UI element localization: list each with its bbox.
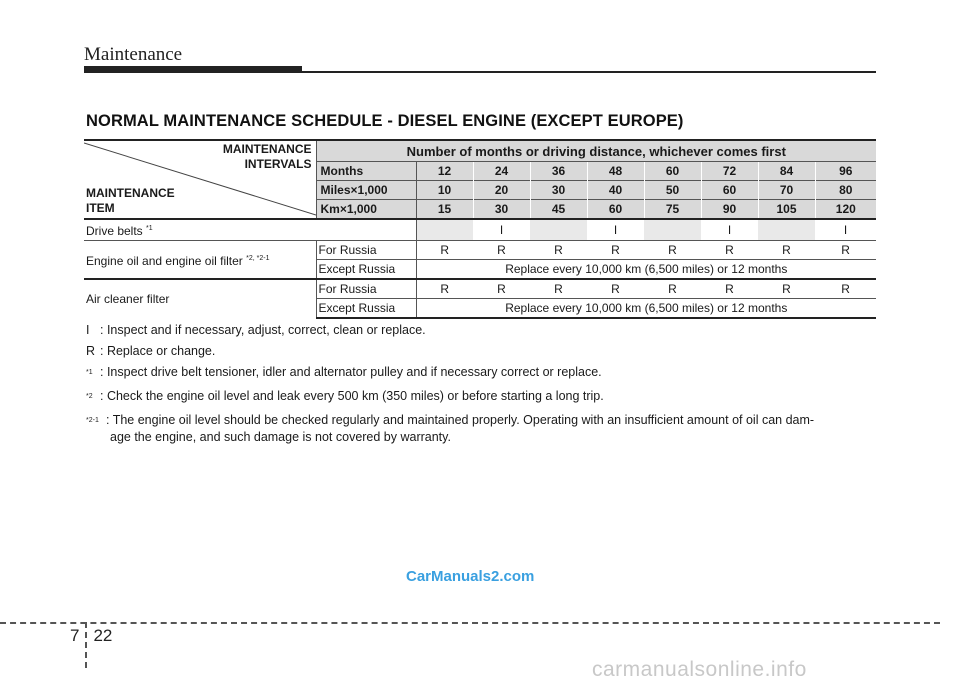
air-cleaner-russia-row (84, 279, 876, 299)
engine-oil-note: *2, *2-1 (246, 254, 270, 262)
engine-oil-russia-cell: R (587, 241, 644, 260)
item-label-line1: MAINTENANCE (86, 186, 175, 200)
miles-value: 60 (701, 181, 758, 200)
air-cleaner-russia-cell: R (416, 279, 473, 299)
site-watermark: carmanualsonline.info (592, 658, 807, 681)
air-cleaner-russia-cell: R (815, 279, 876, 299)
legend (86, 320, 886, 446)
months-value: 60 (644, 162, 701, 181)
legend-text-line2: age the engine, and such damage is not covered by warranty. (110, 430, 451, 444)
engine-oil-text: Engine oil and engine oil filter (86, 253, 247, 268)
section-title-bar (84, 66, 302, 73)
footer-divider (0, 622, 940, 624)
months-value: 36 (530, 162, 587, 181)
drive-belts-cell (644, 219, 701, 241)
drive-belts-note: *1 (146, 225, 153, 232)
engine-oil-russia-cell: R (473, 241, 530, 260)
drive-belts-cell: I (701, 219, 758, 241)
engine-oil-russia-row (84, 241, 876, 260)
air-cleaner-except-text: Replace every 10,000 km (6,500 miles) or 12 months (416, 299, 876, 319)
months-value: 72 (701, 162, 758, 181)
schedule-title: NORMAL MAINTENANCE SCHEDULE - DIESEL ENGINE (EXCEPT EUROPE) (86, 112, 684, 130)
months-value: 48 (587, 162, 644, 181)
legend-text: : Inspect and if necessary, adjust, correct, clean or replace. (100, 323, 426, 337)
legend-mark-sup: *2 (86, 393, 93, 400)
months-value: 96 (815, 162, 876, 181)
km-value: 30 (473, 200, 530, 220)
miles-value: 80 (815, 181, 876, 200)
engine-oil-except-text: Replace every 10,000 km (6,500 miles) or 12 months (416, 260, 876, 280)
legend-item (86, 341, 886, 362)
drive-belts-cell (416, 219, 473, 241)
months-value: 84 (758, 162, 815, 181)
drive-belts-text: Drive belts (86, 224, 147, 238)
drive-belts-cell: I (815, 219, 876, 241)
engine-oil-label (84, 241, 316, 280)
chapter-number: 7 (70, 626, 80, 645)
legend-mark: I (86, 323, 90, 337)
km-value: 120 (815, 200, 876, 220)
months-unit: Months (316, 162, 416, 181)
legend-mark: R (86, 344, 96, 358)
miles-unit: Miles×1,000 (316, 181, 416, 200)
air-cleaner-russia-cell: R (701, 279, 758, 299)
item-label (86, 186, 175, 216)
km-unit: Km×1,000 (316, 200, 416, 220)
intervals-label-line1: MAINTENANCE (222, 142, 312, 156)
drive-belts-cell: I (473, 219, 530, 241)
legend-text (106, 410, 886, 446)
drive-belts-cell: I (587, 219, 644, 241)
legend-text-line1: : The engine oil level should be checked regularly and maintained properly. Operating with an insufficient amount of oil can dam- (106, 413, 815, 427)
intervals-label-line2: INTERVALS (244, 157, 312, 171)
page-number-separator (85, 622, 87, 668)
legend-item (86, 362, 886, 386)
air-cleaner-label: Air cleaner filter (84, 279, 316, 318)
drive-belts-cell (530, 219, 587, 241)
air-cleaner-russia-cell: R (758, 279, 815, 299)
km-value: 75 (644, 200, 701, 220)
legend-mark (86, 386, 100, 410)
miles-value: 40 (587, 181, 644, 200)
miles-value: 10 (416, 181, 473, 200)
legend-mark-sup: *2-1 (86, 417, 99, 424)
legend-mark (86, 410, 106, 446)
engine-oil-russia-cell: R (815, 241, 876, 260)
interval-header: Number of months or driving distance, whichever comes first (316, 140, 876, 162)
miles-value: 20 (473, 181, 530, 200)
months-value: 12 (416, 162, 473, 181)
table-corner-cell (84, 140, 316, 219)
drive-belts-cell (758, 219, 815, 241)
legend-item (86, 410, 886, 446)
legend-item (86, 386, 886, 410)
page-number-value: 22 (93, 626, 113, 645)
watermark-link[interactable]: CarManuals2.com (406, 568, 535, 585)
km-value: 105 (758, 200, 815, 220)
miles-value: 30 (530, 181, 587, 200)
km-value: 15 (416, 200, 473, 220)
air-cleaner-russia-cell: R (587, 279, 644, 299)
air-cleaner-except-label: Except Russia (316, 299, 416, 319)
air-cleaner-russia-cell: R (530, 279, 587, 299)
air-cleaner-russia-label: For Russia (316, 279, 416, 299)
engine-oil-russia-label: For Russia (316, 241, 416, 260)
legend-text: : Check the engine oil level and leak every 500 km (350 miles) or before starting a long trip. (100, 389, 604, 403)
item-label-line2: ITEM (86, 201, 115, 215)
engine-oil-russia-cell: R (530, 241, 587, 260)
legend-mark (86, 362, 100, 386)
engine-oil-russia-cell: R (758, 241, 815, 260)
engine-oil-russia-cell: R (416, 241, 473, 260)
page-number (70, 626, 112, 668)
legend-mark-sup: *1 (86, 369, 93, 376)
miles-value: 50 (644, 181, 701, 200)
air-cleaner-russia-cell: R (473, 279, 530, 299)
drive-belts-label (84, 219, 416, 241)
engine-oil-except-label: Except Russia (316, 260, 416, 280)
section-title: Maintenance (84, 44, 183, 65)
engine-oil-russia-cell: R (701, 241, 758, 260)
km-value: 45 (530, 200, 587, 220)
months-value: 24 (473, 162, 530, 181)
legend-item (86, 320, 886, 341)
engine-oil-russia-cell: R (644, 241, 701, 260)
air-cleaner-russia-cell: R (644, 279, 701, 299)
legend-text: : Inspect drive belt tensioner, idler and alternator pulley and if necessary correct or replace. (100, 365, 602, 379)
miles-value: 70 (758, 181, 815, 200)
intervals-label (223, 142, 312, 172)
section-title-rule (302, 71, 876, 73)
legend-text: : Replace or change. (100, 344, 216, 358)
km-value: 90 (701, 200, 758, 220)
drive-belts-row (84, 219, 876, 241)
km-value: 60 (587, 200, 644, 220)
maintenance-schedule-table (84, 139, 876, 319)
